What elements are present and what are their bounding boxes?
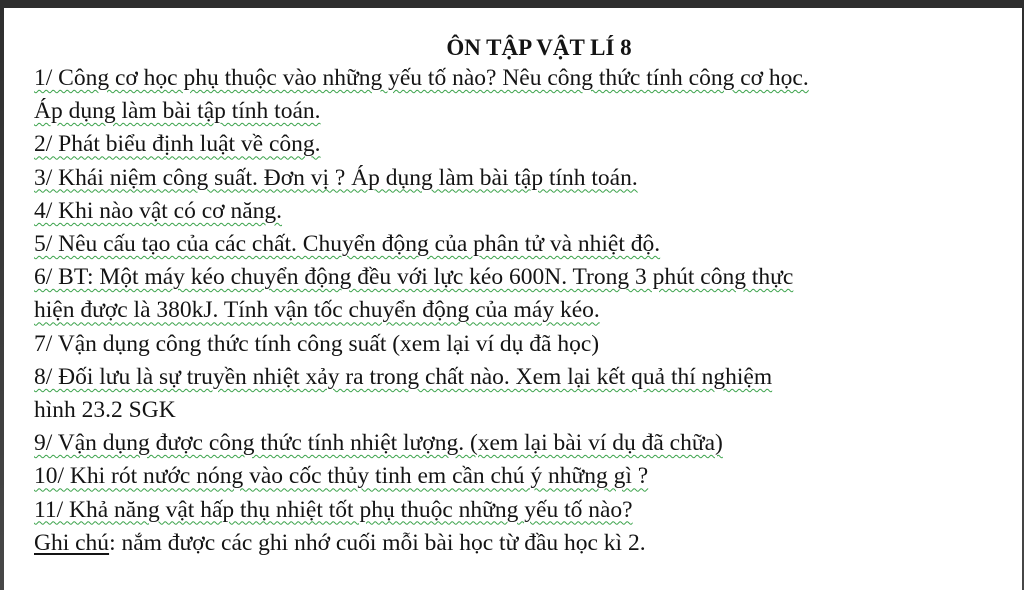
line-text: Áp dụng làm bài tập tính toán. <box>34 98 321 125</box>
text-line-5 <box>34 195 1014 228</box>
line-text: 3/ Khái niệm công suất. Đơn vị ? Áp dụng làm bài tập tính toán. <box>34 164 638 191</box>
document-page <box>4 8 1022 590</box>
line-text: 2/ Phát biểu định luật về công. <box>34 131 321 158</box>
text-line-13 <box>34 460 1014 493</box>
document-content <box>34 34 1014 560</box>
text-line-3 <box>34 128 1014 161</box>
text-line-6 <box>34 228 1014 261</box>
line-text: hiện được là 380kJ. Tính vận tốc chuyển động của máy kéo. <box>34 297 600 324</box>
line-text: 11/ Khả năng vật hấp thụ nhiệt tốt phụ thuộc những yếu tố nào? <box>34 496 633 523</box>
note-line <box>34 527 1014 560</box>
text-line-1 <box>34 62 1014 95</box>
text-line-11 <box>34 394 1014 427</box>
line-text: hình 23.2 SGK <box>34 397 176 424</box>
text-line-8 <box>34 294 1014 327</box>
note-text: : nắm được các ghi nhớ cuối mỗi bài học từ đầu học kì 2. <box>109 529 646 556</box>
text-line-2 <box>34 95 1014 128</box>
text-line-9 <box>34 328 1014 361</box>
text-line-12 <box>34 427 1014 460</box>
line-text: 8/ Đối lưu là sự truyền nhiệt xảy ra trong chất nào. Xem lại kết quả thí nghiệm <box>34 363 773 390</box>
line-text: 7/ Vận dụng công thức tính công suất (xem lại ví dụ đã học) <box>34 330 600 357</box>
note-label: Ghi chú <box>34 529 110 556</box>
line-text: 10/ Khi rót nước nóng vào cốc thủy tinh em cần chú ý những gì ? <box>34 463 649 490</box>
text-line-7 <box>34 261 1014 294</box>
page-title: ÔN TẬP VẬT LÍ 8 <box>446 35 632 60</box>
line-text: 6/ BT: Một máy kéo chuyển động đều với lực kéo 600N. Trong 3 phút công thực <box>34 264 794 291</box>
text-line-4 <box>34 162 1014 195</box>
text-line-10 <box>34 361 1014 394</box>
line-text: 5/ Nêu cấu tạo của các chất. Chuyển động của phân tử và nhiệt độ. <box>34 231 661 258</box>
text-line-14 <box>34 494 1014 527</box>
line-text: 9/ Vận dụng được công thức tính nhiệt lượng. (xem lại bài ví dụ đã chữa) <box>34 430 723 457</box>
line-text: 4/ Khi nào vật có cơ năng. <box>34 197 283 224</box>
line-text: 1/ Công cơ học phụ thuộc vào những yếu tố nào? Nêu công thức tính công cơ học. <box>34 65 809 91</box>
